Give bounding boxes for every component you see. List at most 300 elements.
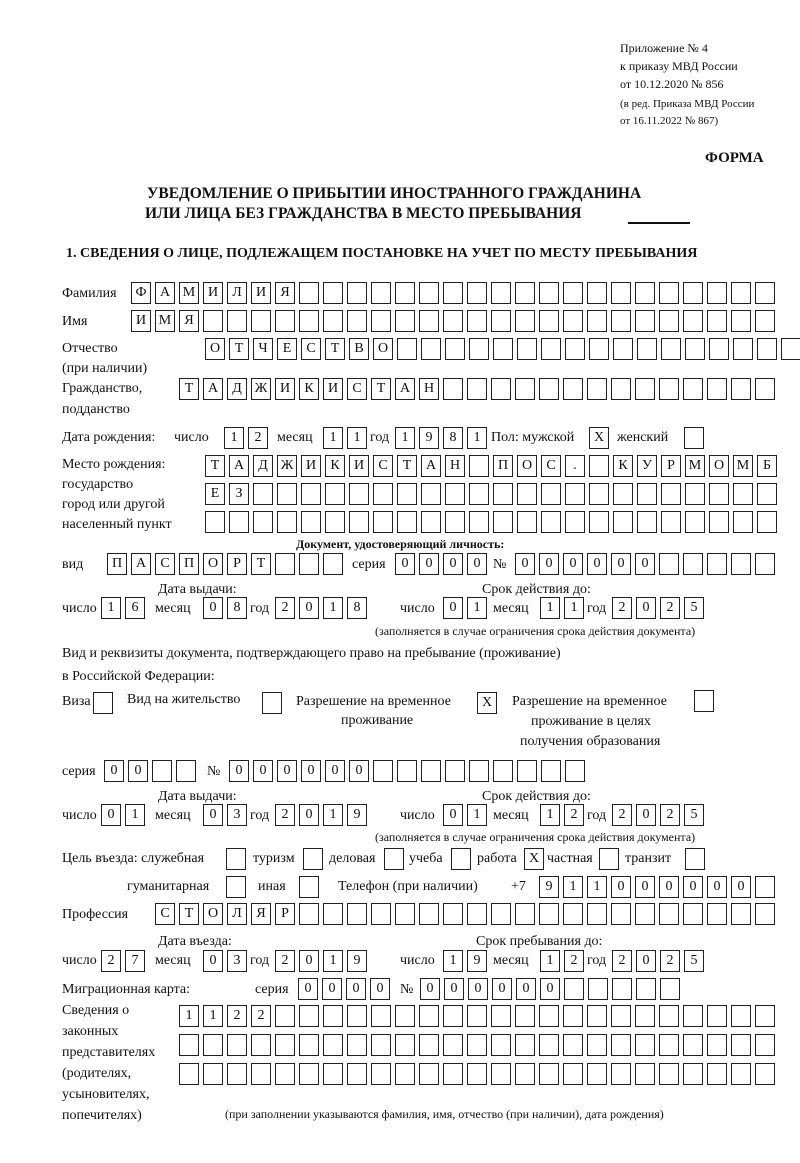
form-cell[interactable] [251,310,271,332]
form-cell[interactable] [299,553,319,575]
form-cell[interactable]: 5 [684,950,704,972]
form-cell[interactable] [347,310,367,332]
form-cell[interactable] [599,848,619,870]
form-cell[interactable]: Ж [251,378,271,400]
form-cell[interactable] [467,310,487,332]
form-cell[interactable]: 0 [395,553,415,575]
form-cell[interactable] [685,483,705,505]
form-cell[interactable] [635,1034,655,1056]
form-cell[interactable] [613,338,633,360]
form-cell[interactable] [397,511,417,533]
form-cell[interactable]: 1 [467,427,487,449]
form-cell[interactable] [733,483,753,505]
form-cell[interactable] [683,553,703,575]
form-cell[interactable] [588,978,608,1000]
form-cell[interactable]: Т [205,455,225,477]
form-cell[interactable] [395,310,415,332]
form-cell[interactable] [565,760,585,782]
form-cell[interactable] [349,511,369,533]
form-cell[interactable] [731,310,751,332]
form-cell[interactable]: А [131,553,151,575]
form-cell[interactable] [467,1063,487,1085]
form-cell[interactable] [371,903,391,925]
form-cell[interactable]: Т [179,903,199,925]
form-cell[interactable] [515,282,535,304]
form-cell[interactable]: 0 [659,876,679,898]
form-cell[interactable] [469,455,489,477]
form-cell[interactable]: 0 [636,597,656,619]
form-cell[interactable] [325,483,345,505]
form-cell[interactable] [707,903,727,925]
form-cell[interactable] [755,903,775,925]
form-cell[interactable]: А [229,455,249,477]
form-cell[interactable] [371,310,391,332]
form-cell[interactable]: 1 [323,950,343,972]
form-cell[interactable] [152,760,172,782]
form-cell[interactable]: С [155,903,175,925]
form-cell[interactable]: И [251,282,271,304]
form-cell[interactable] [275,553,295,575]
form-cell[interactable] [694,690,714,712]
form-cell[interactable] [491,1063,511,1085]
form-cell[interactable]: 2 [227,1005,247,1027]
form-cell[interactable]: Л [227,282,247,304]
form-cell[interactable]: 0 [611,553,631,575]
form-cell[interactable]: 0 [104,760,124,782]
form-cell[interactable]: У [637,455,657,477]
form-cell[interactable]: 0 [203,597,223,619]
form-cell[interactable]: Я [179,310,199,332]
form-cell[interactable] [731,1005,751,1027]
form-cell[interactable] [275,310,295,332]
form-cell[interactable]: 0 [443,804,463,826]
form-cell[interactable] [445,760,465,782]
form-cell[interactable]: 8 [227,597,247,619]
form-cell[interactable] [683,282,703,304]
form-cell[interactable] [707,1034,727,1056]
form-cell[interactable] [251,1034,271,1056]
form-cell[interactable] [493,483,513,505]
form-cell[interactable] [301,511,321,533]
form-cell[interactable]: 0 [635,553,655,575]
form-cell[interactable]: 0 [346,978,366,1000]
form-cell[interactable] [707,310,727,332]
form-cell[interactable] [299,1034,319,1056]
form-cell[interactable] [587,282,607,304]
form-cell[interactable]: 0 [516,978,536,1000]
form-cell[interactable] [685,511,705,533]
form-cell[interactable]: Я [275,282,295,304]
form-cell[interactable] [262,692,282,714]
form-cell[interactable] [563,1034,583,1056]
form-cell[interactable]: 0 [636,950,656,972]
form-cell[interactable]: Р [275,903,295,925]
form-cell[interactable] [660,978,680,1000]
form-cell[interactable]: 9 [419,427,439,449]
form-cell[interactable] [611,282,631,304]
form-cell[interactable] [755,876,775,898]
form-cell[interactable] [563,310,583,332]
form-cell[interactable] [755,282,775,304]
form-cell[interactable]: 0 [731,876,751,898]
form-cell[interactable]: Р [661,455,681,477]
form-cell[interactable] [491,1034,511,1056]
form-cell[interactable]: 0 [128,760,148,782]
form-cell[interactable]: К [613,455,633,477]
form-cell[interactable] [299,1005,319,1027]
form-cell[interactable] [587,1005,607,1027]
form-cell[interactable] [179,1063,199,1085]
form-cell[interactable]: 0 [325,760,345,782]
form-cell[interactable] [539,1005,559,1027]
form-cell[interactable] [731,1063,751,1085]
form-cell[interactable] [491,378,511,400]
form-cell[interactable] [731,1034,751,1056]
form-cell[interactable] [325,511,345,533]
form-cell[interactable]: 0 [707,876,727,898]
form-cell[interactable] [347,282,367,304]
form-cell[interactable] [755,1063,775,1085]
form-cell[interactable]: Н [419,378,439,400]
form-cell[interactable]: М [733,455,753,477]
form-cell[interactable] [253,511,273,533]
form-cell[interactable]: 2 [275,804,295,826]
form-cell[interactable] [659,378,679,400]
form-cell[interactable] [707,282,727,304]
form-cell[interactable] [515,378,535,400]
form-cell[interactable]: 0 [253,760,273,782]
form-cell[interactable] [493,760,513,782]
form-cell[interactable] [443,282,463,304]
form-cell[interactable] [613,511,633,533]
form-cell[interactable] [419,1005,439,1027]
form-cell[interactable] [539,378,559,400]
form-cell[interactable] [299,876,319,898]
form-cell[interactable] [491,310,511,332]
form-cell[interactable]: Д [227,378,247,400]
form-cell[interactable] [709,483,729,505]
form-cell[interactable] [541,511,561,533]
form-cell[interactable]: 0 [203,950,223,972]
form-cell[interactable] [347,1005,367,1027]
form-cell[interactable]: 0 [444,978,464,1000]
form-cell[interactable] [515,1034,535,1056]
form-cell[interactable]: 3 [227,804,247,826]
form-cell[interactable]: 2 [612,597,632,619]
form-cell[interactable]: 5 [684,597,704,619]
form-cell[interactable] [301,483,321,505]
form-cell[interactable] [589,511,609,533]
form-cell[interactable]: 2 [101,950,121,972]
form-cell[interactable] [637,338,657,360]
form-cell[interactable]: Ж [277,455,297,477]
form-cell[interactable] [515,1005,535,1027]
form-cell[interactable] [419,1034,439,1056]
form-cell[interactable]: С [301,338,321,360]
form-cell[interactable] [563,378,583,400]
form-cell[interactable] [323,553,343,575]
form-cell[interactable]: 0 [443,597,463,619]
form-cell[interactable] [635,378,655,400]
form-cell[interactable] [373,760,393,782]
form-cell[interactable]: 0 [468,978,488,1000]
form-cell[interactable] [203,310,223,332]
form-cell[interactable]: 0 [277,760,297,782]
form-cell[interactable] [611,378,631,400]
form-cell[interactable]: О [205,338,225,360]
form-cell[interactable] [683,378,703,400]
form-cell[interactable]: Я [251,903,271,925]
form-cell[interactable]: 1 [125,804,145,826]
form-cell[interactable] [421,511,441,533]
form-cell[interactable] [707,1063,727,1085]
form-cell[interactable] [636,978,656,1000]
form-cell[interactable] [443,1005,463,1027]
form-cell[interactable] [659,282,679,304]
form-cell[interactable]: 1 [323,804,343,826]
form-cell[interactable] [683,1034,703,1056]
form-cell[interactable] [323,903,343,925]
form-cell[interactable]: 2 [248,427,268,449]
form-cell[interactable] [395,282,415,304]
form-cell[interactable] [635,1063,655,1085]
form-cell[interactable]: Д [253,455,273,477]
form-cell[interactable]: 0 [299,950,319,972]
form-cell[interactable]: 2 [275,950,295,972]
form-cell[interactable]: А [155,282,175,304]
form-cell[interactable] [491,1005,511,1027]
form-cell[interactable]: 1 [564,597,584,619]
form-cell[interactable] [637,483,657,505]
form-cell[interactable] [683,1005,703,1027]
form-cell[interactable] [587,903,607,925]
form-cell[interactable]: С [347,378,367,400]
form-cell[interactable]: 0 [420,978,440,1000]
form-cell[interactable] [611,1005,631,1027]
form-cell[interactable] [421,760,441,782]
form-cell[interactable]: 1 [323,427,343,449]
form-cell[interactable] [384,848,404,870]
form-cell[interactable]: X [589,427,609,449]
form-cell[interactable]: 1 [395,427,415,449]
form-cell[interactable] [493,511,513,533]
form-cell[interactable] [467,378,487,400]
form-cell[interactable] [659,1063,679,1085]
form-cell[interactable] [226,848,246,870]
form-cell[interactable]: 1 [443,950,463,972]
form-cell[interactable]: И [275,378,295,400]
form-cell[interactable]: 1 [323,597,343,619]
form-cell[interactable] [635,282,655,304]
form-cell[interactable]: Т [229,338,249,360]
form-cell[interactable] [467,1034,487,1056]
form-cell[interactable]: П [179,553,199,575]
form-cell[interactable] [299,1063,319,1085]
form-cell[interactable]: Ф [131,282,151,304]
form-cell[interactable]: 1 [563,876,583,898]
form-cell[interactable] [443,310,463,332]
form-cell[interactable] [757,483,777,505]
form-cell[interactable] [253,483,273,505]
form-cell[interactable] [93,692,113,714]
form-cell[interactable] [227,1034,247,1056]
form-cell[interactable]: 0 [539,553,559,575]
form-cell[interactable]: 7 [125,950,145,972]
form-cell[interactable]: 0 [298,978,318,1000]
form-cell[interactable]: 0 [635,876,655,898]
form-cell[interactable] [445,511,465,533]
form-cell[interactable] [491,903,511,925]
form-cell[interactable] [563,1005,583,1027]
form-cell[interactable] [395,1005,415,1027]
form-cell[interactable] [563,282,583,304]
form-cell[interactable]: 1 [540,804,560,826]
form-cell[interactable] [517,483,537,505]
form-cell[interactable] [731,282,751,304]
form-cell[interactable]: 1 [467,804,487,826]
form-cell[interactable] [229,511,249,533]
form-cell[interactable]: М [685,455,705,477]
form-cell[interactable] [539,1034,559,1056]
form-cell[interactable]: 0 [299,804,319,826]
form-cell[interactable]: 8 [443,427,463,449]
form-cell[interactable] [587,1034,607,1056]
form-cell[interactable]: И [203,282,223,304]
form-cell[interactable]: А [203,378,223,400]
form-cell[interactable]: 5 [684,804,704,826]
form-cell[interactable] [563,1063,583,1085]
form-cell[interactable]: Б [757,455,777,477]
form-cell[interactable]: И [323,378,343,400]
form-cell[interactable]: О [203,553,223,575]
form-cell[interactable]: Т [371,378,391,400]
form-cell[interactable] [226,876,246,898]
form-cell[interactable] [755,553,775,575]
form-cell[interactable] [443,378,463,400]
form-cell[interactable]: Е [205,483,225,505]
form-cell[interactable] [659,553,679,575]
form-cell[interactable] [587,378,607,400]
form-cell[interactable]: М [155,310,175,332]
form-cell[interactable] [467,282,487,304]
form-cell[interactable] [685,338,705,360]
form-cell[interactable]: 8 [347,597,367,619]
form-cell[interactable]: 0 [299,597,319,619]
form-cell[interactable] [371,1005,391,1027]
form-cell[interactable]: 0 [419,553,439,575]
form-cell[interactable] [323,1034,343,1056]
form-cell[interactable] [299,282,319,304]
form-cell[interactable] [565,511,585,533]
form-cell[interactable]: 0 [683,876,703,898]
form-cell[interactable] [203,1034,223,1056]
form-cell[interactable]: 0 [301,760,321,782]
form-cell[interactable] [685,848,705,870]
form-cell[interactable] [445,338,465,360]
form-cell[interactable] [589,483,609,505]
form-cell[interactable] [371,1034,391,1056]
form-cell[interactable] [755,1005,775,1027]
form-cell[interactable]: 1 [347,427,367,449]
form-cell[interactable] [707,1005,727,1027]
form-cell[interactable]: 2 [564,804,584,826]
form-cell[interactable] [755,378,775,400]
form-cell[interactable]: 0 [203,804,223,826]
form-cell[interactable] [564,978,584,1000]
form-cell[interactable] [707,553,727,575]
form-cell[interactable]: 2 [564,950,584,972]
form-cell[interactable]: П [107,553,127,575]
form-cell[interactable]: 0 [587,553,607,575]
form-cell[interactable]: Т [397,455,417,477]
form-cell[interactable]: А [395,378,415,400]
form-cell[interactable] [637,511,657,533]
form-cell[interactable]: 9 [467,950,487,972]
form-cell[interactable] [419,903,439,925]
form-cell[interactable] [611,310,631,332]
form-cell[interactable] [757,338,777,360]
form-cell[interactable]: И [349,455,369,477]
form-cell[interactable]: С [373,455,393,477]
form-cell[interactable] [371,282,391,304]
form-cell[interactable] [661,338,681,360]
form-cell[interactable]: О [709,455,729,477]
form-cell[interactable]: О [517,455,537,477]
form-cell[interactable] [635,903,655,925]
form-cell[interactable]: Е [277,338,297,360]
form-cell[interactable]: 0 [515,553,535,575]
form-cell[interactable] [443,903,463,925]
form-cell[interactable] [565,483,585,505]
form-cell[interactable] [469,338,489,360]
form-cell[interactable] [277,483,297,505]
form-cell[interactable] [635,310,655,332]
form-cell[interactable]: 2 [251,1005,271,1027]
form-cell[interactable] [373,483,393,505]
form-cell[interactable]: П [493,455,513,477]
form-cell[interactable] [587,1063,607,1085]
form-cell[interactable]: 2 [612,950,632,972]
form-cell[interactable]: 0 [492,978,512,1000]
form-cell[interactable] [299,903,319,925]
form-cell[interactable] [469,511,489,533]
form-cell[interactable] [635,1005,655,1027]
form-cell[interactable] [349,483,369,505]
form-cell[interactable] [659,1034,679,1056]
form-cell[interactable]: . [565,455,585,477]
form-cell[interactable]: 2 [660,804,680,826]
form-cell[interactable] [227,310,247,332]
form-cell[interactable] [565,338,585,360]
form-cell[interactable] [373,511,393,533]
form-cell[interactable] [589,338,609,360]
form-cell[interactable] [491,282,511,304]
form-cell[interactable] [563,903,583,925]
form-cell[interactable]: 2 [660,950,680,972]
form-cell[interactable] [275,1005,295,1027]
form-cell[interactable] [419,282,439,304]
form-cell[interactable]: Н [445,455,465,477]
form-cell[interactable] [277,511,297,533]
form-cell[interactable]: 2 [660,597,680,619]
form-cell[interactable] [467,1005,487,1027]
form-cell[interactable] [421,338,441,360]
form-cell[interactable] [275,1063,295,1085]
form-cell[interactable] [451,848,471,870]
form-cell[interactable] [299,310,319,332]
form-cell[interactable] [493,338,513,360]
form-cell[interactable] [371,1063,391,1085]
